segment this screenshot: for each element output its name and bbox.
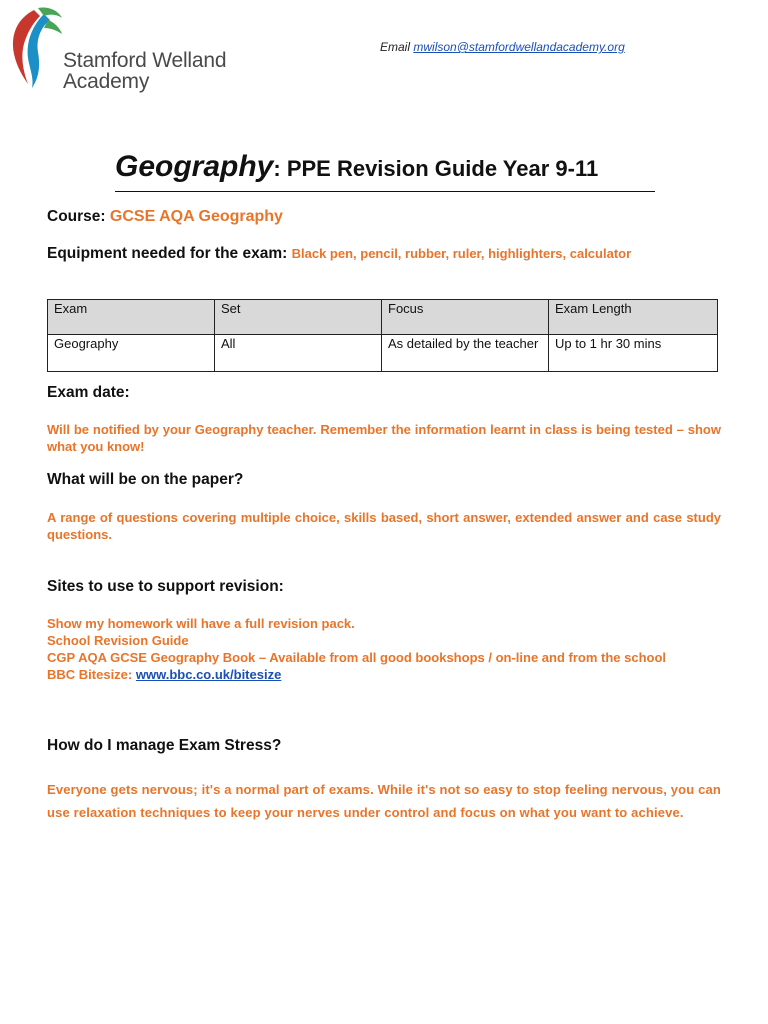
column-header-exam-length: Exam Length <box>549 300 718 335</box>
paper-heading: What will be on the paper? <box>47 471 244 488</box>
cell-exam-length: Up to 1 hr 30 mins <box>549 335 718 372</box>
cell-exam: Geography <box>48 335 215 372</box>
email-line <box>380 40 625 54</box>
table-header-row <box>48 300 718 335</box>
email-label: Email <box>380 40 411 54</box>
equipment-label: Equipment needed for the exam: <box>47 245 288 262</box>
stress-heading: How do I manage Exam Stress? <box>47 737 282 754</box>
list-item-bbc <box>47 666 721 683</box>
course-line <box>47 208 283 226</box>
table-row <box>48 335 718 372</box>
equipment-line <box>47 245 631 263</box>
title-subject: Geography <box>115 150 274 183</box>
course-value: GCSE AQA Geography <box>109 208 283 225</box>
column-header-exam: Exam <box>48 300 215 335</box>
cell-focus: As detailed by the teacher <box>382 335 549 372</box>
exam-date-text: Will be notified by your Geography teacher. Remember the information learnt in class is being tested – show what you know! <box>47 422 721 454</box>
bbc-label: BBC Bitesize: <box>47 667 133 682</box>
course-label: Course: <box>47 208 106 225</box>
email-link[interactable]: mwilson@stamfordwellandacademy.org <box>413 40 625 54</box>
list-item: School Revision Guide <box>47 633 189 648</box>
cell-set: All <box>215 335 382 372</box>
equipment-value: Black pen, pencil, rubber, ruler, highlighters, calculator <box>291 246 632 261</box>
stress-text: Everyone gets nervous; it's a normal part of exams. While it's not so easy to stop feeling nervous, you can use relaxation techniques to keep your nerves under control and focus on what you want to achieve. <box>47 782 721 820</box>
list-item: CGP AQA GCSE Geography Book – Available from all good bookshops / on-line and from the school <box>47 650 667 665</box>
sites-list <box>47 615 721 683</box>
column-header-set: Set <box>215 300 382 335</box>
page-title <box>115 150 655 192</box>
title-rest: : PPE Revision Guide Year 9-11 <box>273 156 599 181</box>
bbc-bitesize-link[interactable]: www.bbc.co.uk/bitesize <box>135 667 282 682</box>
paper-text: A range of questions covering multiple choice, skills based, short answer, extended answer and case study questions. <box>47 510 721 542</box>
school-name-sub: Academy <box>63 70 150 93</box>
logo-green-stroke <box>38 7 62 18</box>
sites-heading: Sites to use to support revision: <box>47 578 284 595</box>
exam-table <box>47 299 718 372</box>
school-name: Stamford Welland <box>63 49 227 72</box>
academy-logo <box>4 4 64 94</box>
list-item: Show my homework will have a full revision pack. <box>47 616 355 631</box>
exam-date-heading: Exam date: <box>47 384 130 401</box>
column-header-focus: Focus <box>382 300 549 335</box>
